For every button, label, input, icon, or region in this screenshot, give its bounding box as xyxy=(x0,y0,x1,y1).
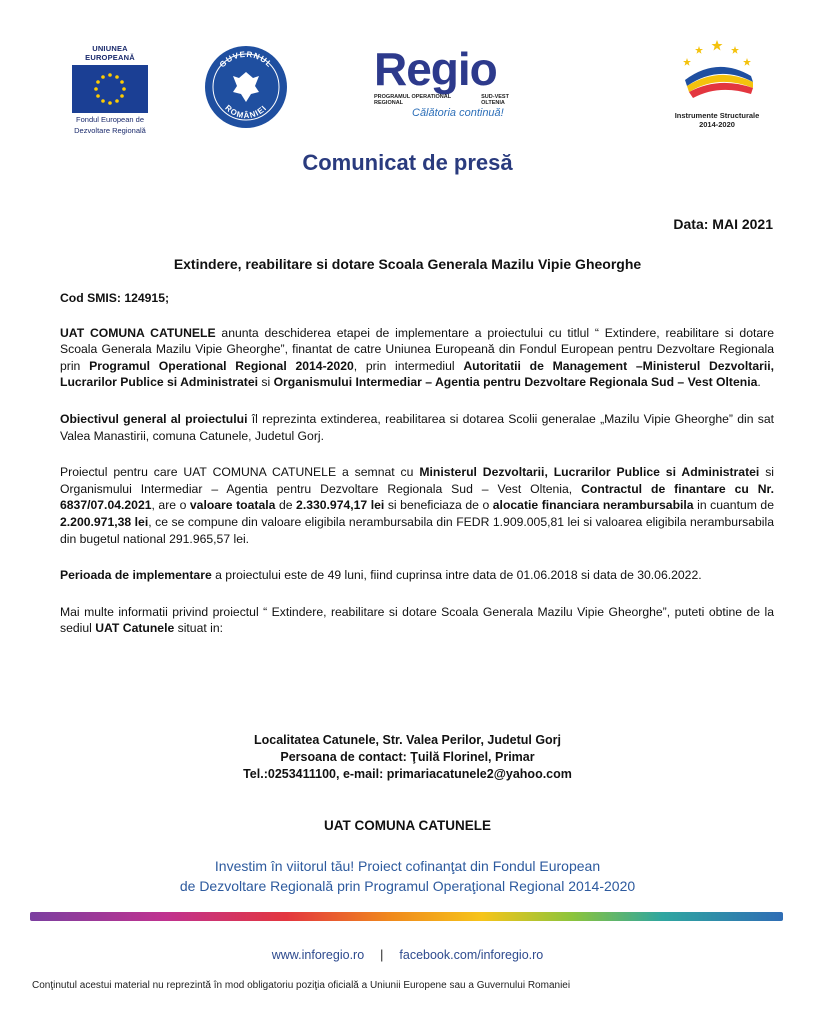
contact-block xyxy=(0,732,815,783)
rainbow-divider xyxy=(30,912,783,921)
footer-separator: | xyxy=(380,948,384,962)
uat-signature: UAT COMUNA CATUNELE xyxy=(324,818,491,833)
p3-a: Proiectul pentru care UAT COMUNA CATUNELE a semnat cu xyxy=(60,465,420,480)
regio-sub-left: PROGRAMUL OPERATIONAL REGIONAL xyxy=(374,94,452,106)
p5-a: Mai multe informatii privind proiectul “ Extindere, reabilitare si dotare Scoala Generala Mazilu Vipie Gheorghe”, puteti obtine de la sediul xyxy=(60,604,774,636)
regio-logo xyxy=(374,43,554,119)
release-date: Data: MAI 2021 xyxy=(673,216,773,232)
footer-links xyxy=(0,948,815,962)
is-caption-line2: 2014-2020 xyxy=(699,120,735,129)
eu-logo-title: UNIUNEA EUROPEANĂ xyxy=(85,44,135,62)
svg-text:ROMÂNIEI: ROMÂNIEI xyxy=(223,103,269,121)
p1-d: , prin intermediul xyxy=(353,358,464,373)
p4-b: a proiectului este de 49 luni, fiind cuprinsa intre data de 01.06.2018 si data de 30.06.2022. xyxy=(211,568,702,583)
facebook-link[interactable]: facebook.com/inforegio.ro xyxy=(399,948,544,962)
p2-b: îl reprezinta extinderea, reabilitarea si dotarea Scolii generalae „Mazilu Vipie Gheorghe” din sat Valea Manastirii, comuna Catunele, Judetul Gorj. xyxy=(60,411,775,443)
p1-b: anunta deschiderea etapei de implementare a proiectului cu titlul “ Extindere, reabilitare si dotare Scoala Generala Mazilu Vipie Gheorghe”, finantat de catre Uniunea Europeană din Fondul European pentru Dezvoltare Regionala prin xyxy=(60,325,774,373)
p1-h: . xyxy=(757,375,761,390)
p1-f: si xyxy=(258,375,274,390)
p1-e: Autoritatii de Management –Ministerul Dezvoltarii, Lucrarilor Publice si Administratei xyxy=(60,358,774,390)
regio-sub-right: SUD-VEST OLTENIA xyxy=(481,94,509,106)
slogan xyxy=(0,856,815,896)
contact-address: Localitatea Catunele, Str. Valea Perilor, Judetul Gorj xyxy=(253,733,562,747)
eu-flag-icon xyxy=(72,65,148,113)
p3-m: , ce se compune din valoare eligibila nerambursabila din FEDR 1.909.005,81 lei si valoarea eligibila nerambursabila din bugetul national 291.965,57 lei. xyxy=(60,514,774,546)
paragraph-1 xyxy=(60,325,774,391)
cod-smis-text: Cod SMIS: 124915; xyxy=(60,291,170,305)
p3-l: 2.200.971,38 lei xyxy=(60,514,149,529)
slogan-line2: de Dezvoltare Regională prin Programul Operaţional Regional 2014-2020 xyxy=(179,878,636,894)
contact-person: Persoana de contact: Ţuilă Florinel, Primar xyxy=(280,750,535,764)
structural-instruments-logo xyxy=(662,36,772,129)
p1-g: Organismului Intermediar – Agentia pentru Dezvoltare Regionala Sud – Vest Oltenia xyxy=(273,375,758,390)
p3-k: in cuantum de xyxy=(693,498,774,513)
p5-c: situat in: xyxy=(174,621,224,636)
eu-fund-line1: Fondul European de xyxy=(76,115,144,124)
paragraph-3 xyxy=(60,464,774,547)
regio-tagline: Călătoria continuă! xyxy=(412,107,504,119)
p3-h: 2.330.974,17 lei xyxy=(296,498,385,513)
p3-g: de xyxy=(275,498,297,513)
paragraph-2 xyxy=(60,411,774,444)
p2-a: Obiectivul general al proiectului xyxy=(60,411,248,426)
cod-smis xyxy=(60,290,774,307)
project-subject: Extindere, reabilitare si dotare Scoala Generala Mazilu Vipie Gheorghe xyxy=(173,256,642,272)
government-seal-icon xyxy=(203,44,289,135)
logo-header xyxy=(0,36,815,136)
press-release-body xyxy=(60,290,774,651)
page-title: Comunicat de presă xyxy=(302,150,513,175)
eu-fund-line2: Dezvoltare Regională xyxy=(74,126,146,135)
p5-b: UAT Catunele xyxy=(95,621,175,636)
eu-logo xyxy=(70,44,150,135)
is-caption-line1: Instrumente Structurale xyxy=(674,111,760,120)
disclaimer: Conţinutul acestui material nu reprezintă în mod obligatoriu poziţia oficială a Uniunii Europene sau a Guvernului Romaniei xyxy=(32,980,571,991)
p1-a: UAT COMUNA CATUNELE xyxy=(60,325,216,340)
paragraph-5 xyxy=(60,604,774,637)
p3-e: , are o xyxy=(151,498,190,513)
p3-b: Ministerul Dezvoltarii, Lucrarilor Publice si Administratei xyxy=(419,465,760,480)
contact-phone-email: Tel.:0253411100, e-mail: primariacatunele2@yahoo.com xyxy=(243,767,572,781)
structural-instruments-icon xyxy=(667,36,767,106)
slogan-line1: Investim în viitorul tău! Proiect cofinanţat din Fondul European xyxy=(214,858,601,874)
p3-c: si Organismului Intermediar – Agentia pentru Dezvoltare Regionala Sud – Vest Oltenia, xyxy=(60,465,775,496)
p3-d: Contractul de finantare cu Nr. 6837/07.04.2021 xyxy=(60,481,775,513)
p3-f: valoare toatala xyxy=(189,498,276,513)
p1-c: Programul Operational Regional 2014-2020 xyxy=(89,358,354,373)
regio-wordmark: Regio xyxy=(374,43,497,95)
p4-a: Perioada de implementare xyxy=(60,568,212,583)
svg-text:GUVERNUL: GUVERNUL xyxy=(217,49,275,70)
regio-subline xyxy=(374,94,534,106)
p3-i: si beneficiaza de o xyxy=(384,498,493,513)
paragraph-4 xyxy=(60,567,774,584)
website-link[interactable]: www.inforegio.ro xyxy=(271,948,365,962)
p3-j: alocatie financiara nerambursabila xyxy=(492,498,694,513)
